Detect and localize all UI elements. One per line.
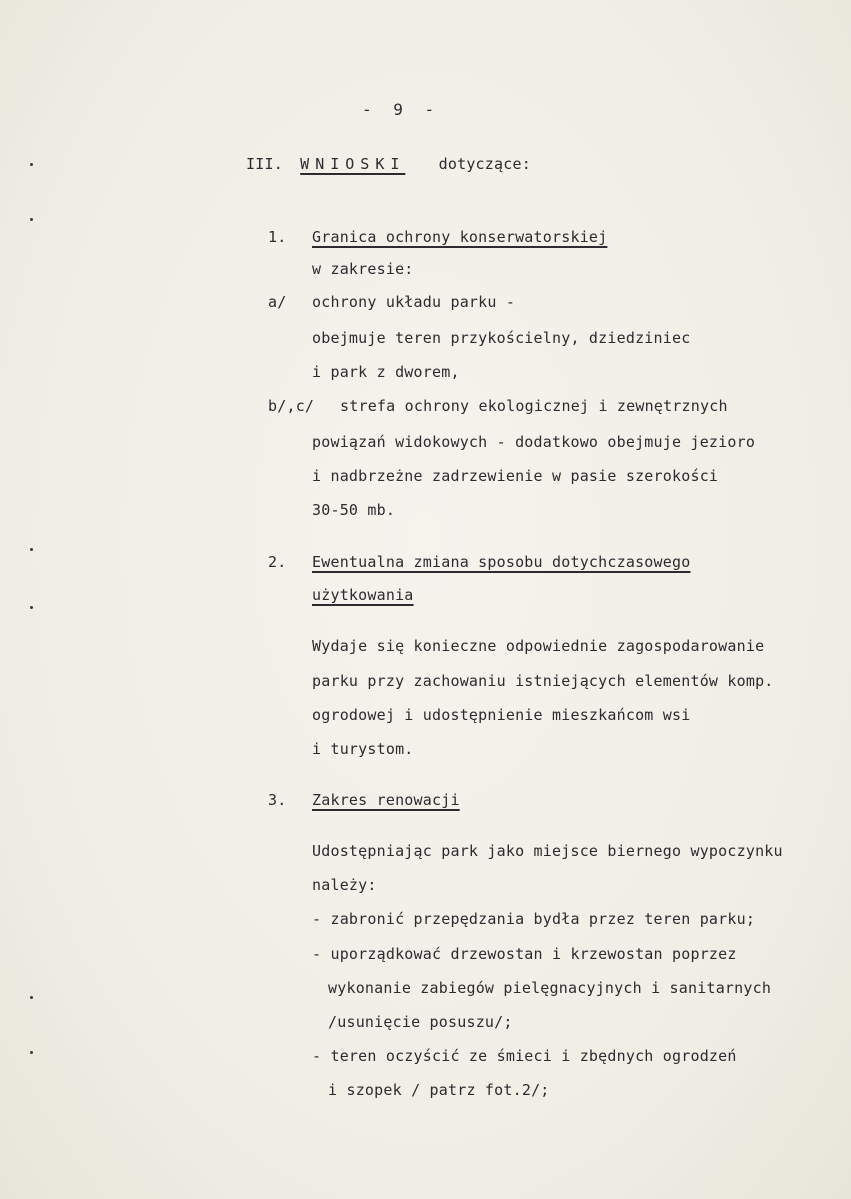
margin-dot — [30, 606, 33, 609]
margin-dot — [30, 996, 33, 999]
section-2-paragraph: parku przy zachowaniu istniejących elementów komp. — [312, 672, 774, 690]
section-heading — [246, 155, 531, 173]
section-2-title: użytkowania — [312, 586, 414, 604]
item-a-label: a/ — [268, 293, 287, 311]
bullet-item: - teren oczyścić ze śmieci i zbędnych ogrodzeń — [312, 1047, 737, 1065]
section-3-paragraph: należy: — [312, 876, 377, 894]
item-a-line: obejmuje teren przykościelny, dziedziniec — [312, 329, 691, 347]
section-2-paragraph: ogrodowej i udostępnienie mieszkańcom wsi — [312, 706, 691, 724]
section-1-number: 1. — [268, 228, 287, 246]
section-2-number: 2. — [268, 553, 287, 571]
margin-dot — [30, 1051, 33, 1054]
item-a-line: ochrony układu parku - — [312, 293, 516, 311]
page-number: - 9 - — [362, 100, 441, 119]
heading-rest: dotyczące: — [438, 155, 531, 173]
section-2-paragraph: Wydaje się konieczne odpowiednie zagospodarowanie — [312, 637, 765, 655]
section-1-subtitle: w zakresie: — [312, 260, 414, 278]
item-bc-line: strefa ochrony ekologicznej i zewnętrznych — [340, 397, 728, 415]
section-3-title: Zakres renowacji — [312, 791, 460, 809]
margin-dot — [30, 163, 33, 166]
item-a-line: i park z dworem, — [312, 363, 460, 381]
item-bc-line: 30-50 mb. — [312, 501, 396, 519]
item-bc-line: powiązań widokowych - dodatkowo obejmuje jezioro — [312, 433, 756, 451]
bullet-item-continuation: wykonanie zabiegów pielęgnacyjnych i sanitarnych — [328, 979, 772, 997]
bullet-item-continuation: i szopek / patrz fot.2/; — [328, 1081, 550, 1099]
section-1-title: Granica ochrony konserwatorskiej — [312, 228, 608, 246]
item-bc-line: i nadbrzeżne zadrzewienie w pasie szerokości — [312, 467, 719, 485]
section-2-title: Ewentualna zmiana sposobu dotychczasowego — [312, 553, 691, 571]
margin-dot — [30, 548, 33, 551]
margin-dot — [30, 218, 33, 221]
heading-numeral: III. — [246, 155, 283, 173]
bullet-item-continuation: /usunięcie posuszu/; — [328, 1013, 513, 1031]
section-3-paragraph: Udostępniając park jako miejsce biernego wypoczynku — [312, 842, 783, 860]
bullet-item: - zabronić przepędzania bydła przez teren parku; — [312, 910, 756, 928]
item-bc-label: b/,c/ — [268, 397, 315, 415]
bullet-item: - uporządkować drzewostan i krzewostan poprzez — [312, 945, 737, 963]
section-3-number: 3. — [268, 791, 287, 809]
heading-keyword: WNIOSKI — [300, 155, 406, 173]
section-2-paragraph: i turystom. — [312, 740, 414, 758]
